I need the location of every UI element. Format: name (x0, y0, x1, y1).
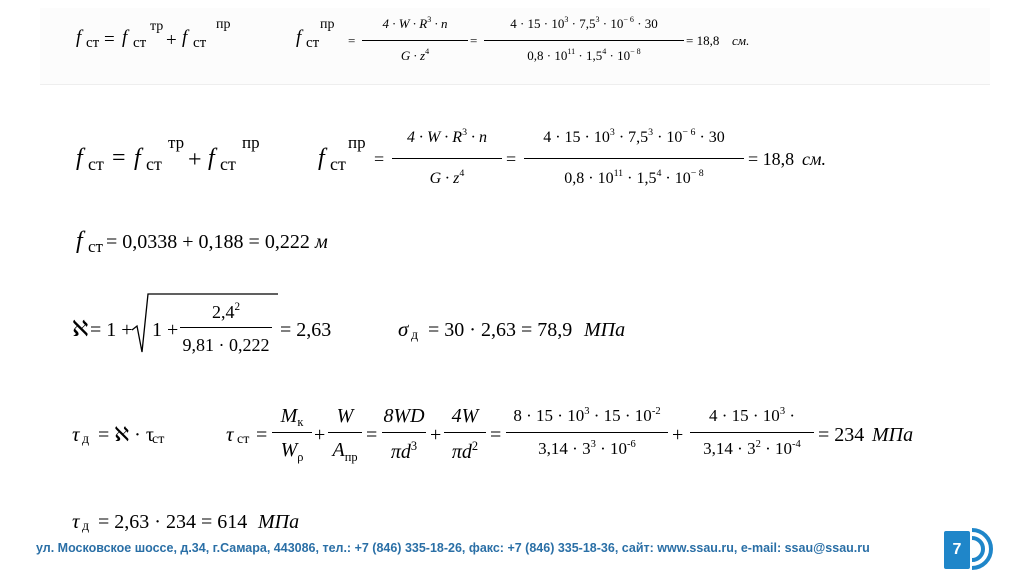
equals: = (104, 29, 115, 50)
unit: МПа (872, 424, 914, 446)
aleph-tau-expression: = ℵ · τ (98, 424, 154, 446)
subscript-st: ст (306, 35, 320, 51)
plus: + (166, 30, 177, 51)
plus: + (314, 424, 326, 446)
aleph-symbol: ℵ (72, 316, 89, 341)
result: = 234 (818, 424, 865, 446)
subscript-d: д (411, 328, 419, 343)
sigma-symbol: σ (398, 317, 409, 341)
fraction-formula: $4 \cdot W \cdot R^3 \cdot n$ $G \cdot z^4$ (392, 124, 502, 194)
equals: = (470, 33, 478, 48)
subscript-st: ст (86, 35, 100, 51)
superscript-pr: пр (348, 133, 366, 152)
equals: = (366, 424, 378, 446)
tau-symbol: τ (226, 422, 234, 446)
f-symbol: f (208, 145, 215, 171)
unit: см. (802, 149, 826, 169)
university-logo-icon (968, 526, 998, 572)
fraction-8wd: 8WD $\pi d^3$ (383, 405, 425, 463)
fraction-numeric-2: $4 \cdot 15 \cdot 10^3$ · $3,14 \cdot 3^2 \cdot 10^{-4}$ (690, 402, 814, 462)
equals: = (112, 145, 126, 171)
tau-expression: = 2,63 · 234 = 614 (98, 511, 248, 533)
fraction-mk-wp: $M_к$ $W_\rho$ (272, 402, 312, 462)
f-symbol: f (76, 145, 83, 171)
footer-contact-text: ул. Московское шоссе, д.34, г.Самара, 443086, тел.: +7 (846) 335-18-26, факс: +7 (846) 335-18-36, сайт: www.ssau.ru, e-mail: ssau@ssau.ru (36, 541, 870, 555)
fraction-numeric: $4 \cdot 15 \cdot 10^3 \cdot 7,5^3 \cdot 10^{- 6} \cdot 30$ $0,8 \cdot 10^{11} \cdot 1,5^4 \cdot 10^{- 8}$ (484, 14, 684, 70)
subscript-st: ст (88, 154, 104, 174)
tau-symbol: τ (72, 422, 80, 446)
superscript-tr: тр (168, 133, 185, 152)
subscript-st: ст (152, 432, 165, 447)
subscript-st: ст (193, 35, 207, 51)
f-symbol: f (76, 27, 82, 48)
f-symbol: f (134, 145, 141, 171)
equals-one-plus: = 1 + (90, 319, 133, 341)
unit: см. (732, 33, 750, 48)
tau-symbol: τ (72, 509, 80, 533)
f-symbol: f (296, 27, 302, 48)
fraction-numeric: $4 \cdot 15 \cdot 10^3 \cdot 7,5^3 \cdot 10^{- 6} \cdot 30$ $0,8 \cdot 10^{11} \cdot 1,5^4 \cdot 10^{- 8}$ (524, 124, 744, 194)
equals: = (506, 149, 517, 169)
subscript-st: ст (133, 35, 147, 51)
subscript-st: ст (146, 154, 162, 174)
unit: м (315, 231, 328, 253)
result: = 2,63 (280, 319, 332, 341)
equals: = (256, 424, 268, 446)
subscript-st: ст (330, 154, 346, 174)
plus: + (672, 424, 684, 446)
fraction-w-apr: W $A_{пр}$ (328, 402, 362, 462)
subscript-st: ст (88, 237, 103, 256)
f-symbol: f (182, 27, 188, 48)
result: = 18,8 (748, 149, 795, 169)
superscript-pr: пр (216, 17, 231, 32)
unit: МПа (258, 511, 300, 533)
superscript-pr: пр (242, 133, 260, 152)
equals: = (374, 149, 385, 169)
fraction-formula: $4 \cdot W \cdot R^3 \cdot n$ $G \cdot z^4$ (362, 14, 468, 70)
subscript-st: ст (237, 432, 250, 447)
fraction: $2,4^2$ 9,81 · 0,222 (180, 296, 272, 356)
f-symbol: f (122, 27, 128, 48)
inner-one-plus: 1 + (152, 319, 179, 341)
f-symbol: f (318, 145, 325, 171)
superscript-tr: тр (150, 19, 164, 34)
subscript-d: д (82, 519, 90, 534)
unit: МПа (584, 319, 626, 341)
equals: = (348, 33, 356, 48)
subscript-st: ст (220, 154, 236, 174)
plus: + (430, 424, 442, 446)
plus: + (188, 147, 202, 173)
sigma-expression: = 30 · 2,63 = 78,9 (428, 319, 573, 341)
fraction-numeric-1: $8 \cdot 15 \cdot 10^3 \cdot 15 \cdot 10^{-2}$ $3,14 \cdot 3^3 \cdot 10^{-6}$ (506, 402, 668, 462)
result: = 18,8 (686, 33, 720, 48)
sum-expression: = 0,0338 + 0,188 = 0,222 (106, 231, 310, 253)
equals: = (490, 424, 502, 446)
fraction-4w: 4W $\pi d^2$ (444, 402, 486, 462)
subscript-d: д (82, 432, 90, 447)
superscript-pr: пр (320, 17, 335, 32)
page-number-badge: 7 (944, 531, 970, 569)
f-symbol: f (76, 228, 83, 254)
